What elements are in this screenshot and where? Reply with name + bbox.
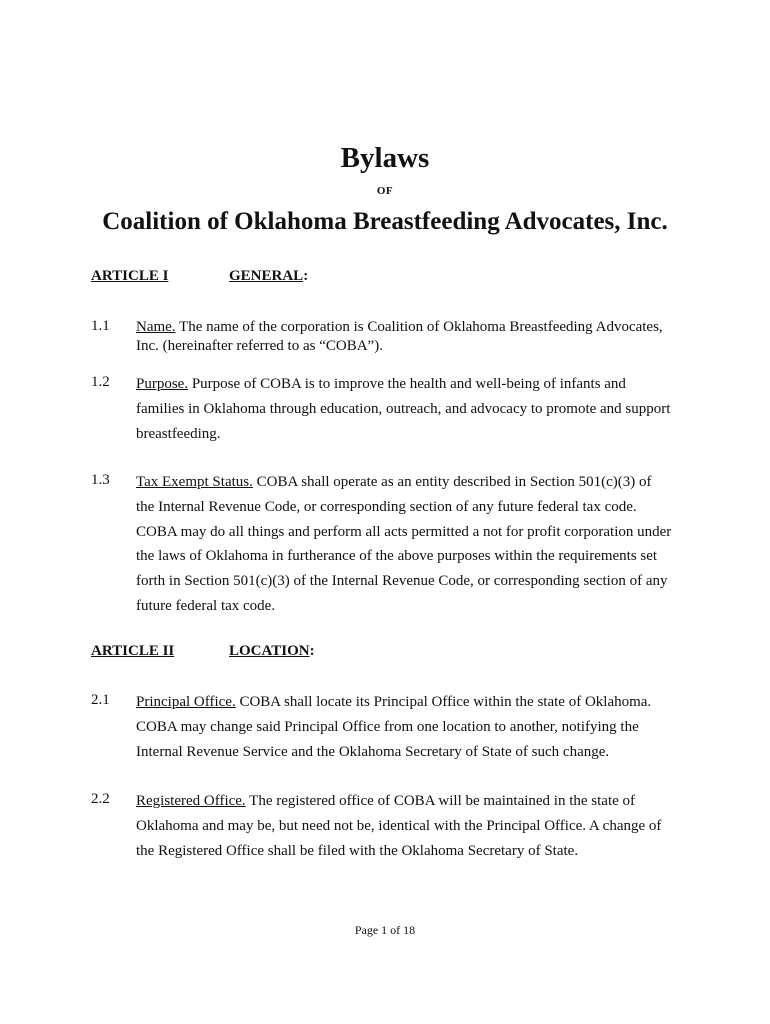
- section-1-2-line-3: breastfeeding.: [136, 425, 221, 442]
- article-2-title-text: LOCATION: [229, 643, 310, 659]
- section-1-2-text: [136, 372, 691, 446]
- section-1-3-line-2: the Internal Revenue Code, or corresponding section of any future federal tax code.: [136, 498, 637, 515]
- section-2-1-heading: Principal Office.: [136, 694, 236, 710]
- section-2-1-line-1: [136, 690, 691, 715]
- article-2-title: [229, 643, 315, 660]
- article-1-number: ARTICLE I: [91, 268, 169, 284]
- section-1-3-line-5: forth in Section 501(c)(3) of the Internal Revenue Code, or corresponding section of any: [136, 573, 668, 590]
- section-2-1-line-3: Internal Revenue Service and the Oklahoma Secretary of State of such change.: [136, 743, 610, 760]
- section-2-2-line-1-text: The registered office of COBA will be maintained in the state of: [245, 793, 636, 809]
- section-1-1-number: 1.1: [91, 318, 110, 334]
- section-1-1-text: [136, 318, 691, 356]
- page-footer: Page 1 of 18: [354, 923, 416, 937]
- section-1-1-line-1-text: The name of the corporation is Coalition of Oklahoma Breastfeeding Advocates,: [175, 319, 663, 335]
- section-1-3-line-1-text: COBA shall operate as an entity described in Section 501(c)(3) of: [252, 474, 652, 490]
- section-1-3-number: 1.3: [91, 472, 110, 488]
- section-1-3-line-4: the laws of Oklahoma in furtherance of the above purposes within the requirements set: [136, 548, 658, 565]
- section-1-1-heading: Name.: [136, 319, 176, 335]
- article-2-title-suffix: :: [309, 643, 315, 659]
- section-1-1-line-2: Inc. (hereinafter referred to as “COBA”).: [136, 338, 383, 354]
- section-1-3-line-1: [136, 470, 691, 495]
- section-2-2-line-2: Oklahoma and may be, but need not be, identical with the Principal Office. A change of: [136, 817, 662, 834]
- section-2-2-line-1: [136, 789, 691, 814]
- section-1-3-text: [136, 470, 691, 619]
- section-2-2-line-3: the Registered Office shall be filed with the Oklahoma Secretary of State.: [136, 842, 579, 859]
- organization-name: Coalition of Oklahoma Breastfeeding Advocates, Inc.: [102, 208, 668, 235]
- document-title: Bylaws: [340, 142, 430, 174]
- article-1-title-text: GENERAL: [229, 268, 304, 284]
- section-2-1-text: [136, 690, 691, 764]
- article-1-title: [229, 268, 308, 285]
- section-2-2-text: [136, 789, 691, 863]
- section-2-1-number: 2.1: [91, 692, 110, 708]
- section-2-1-line-1-text: COBA shall locate its Principal Office within the state of Oklahoma.: [235, 694, 652, 710]
- section-2-1-line-2: COBA may change said Principal Office from one location to another, notifying the: [136, 718, 639, 735]
- section-1-3-heading: Tax Exempt Status.: [136, 474, 253, 490]
- section-1-2-number: 1.2: [91, 374, 110, 390]
- section-2-2-heading: Registered Office.: [136, 793, 246, 809]
- article-1-title-suffix: :: [303, 268, 309, 284]
- section-1-2-line-1: [136, 372, 691, 397]
- article-2-number: ARTICLE II: [91, 643, 175, 659]
- section-1-1-line-1: [136, 318, 691, 337]
- section-1-2-line-2: families in Oklahoma through education, outreach, and advocacy to promote and support: [136, 400, 671, 417]
- document-of: OF: [376, 185, 394, 197]
- section-1-2-heading: Purpose.: [136, 376, 189, 392]
- section-1-3-line-3: COBA may do all things and perform all acts permitted a not for profit corporation under: [136, 523, 672, 540]
- section-2-2-number: 2.2: [91, 791, 110, 807]
- section-1-3-line-6: future federal tax code.: [136, 597, 276, 614]
- section-1-2-line-1-text: Purpose of COBA is to improve the health and well-being of infants and: [188, 376, 626, 392]
